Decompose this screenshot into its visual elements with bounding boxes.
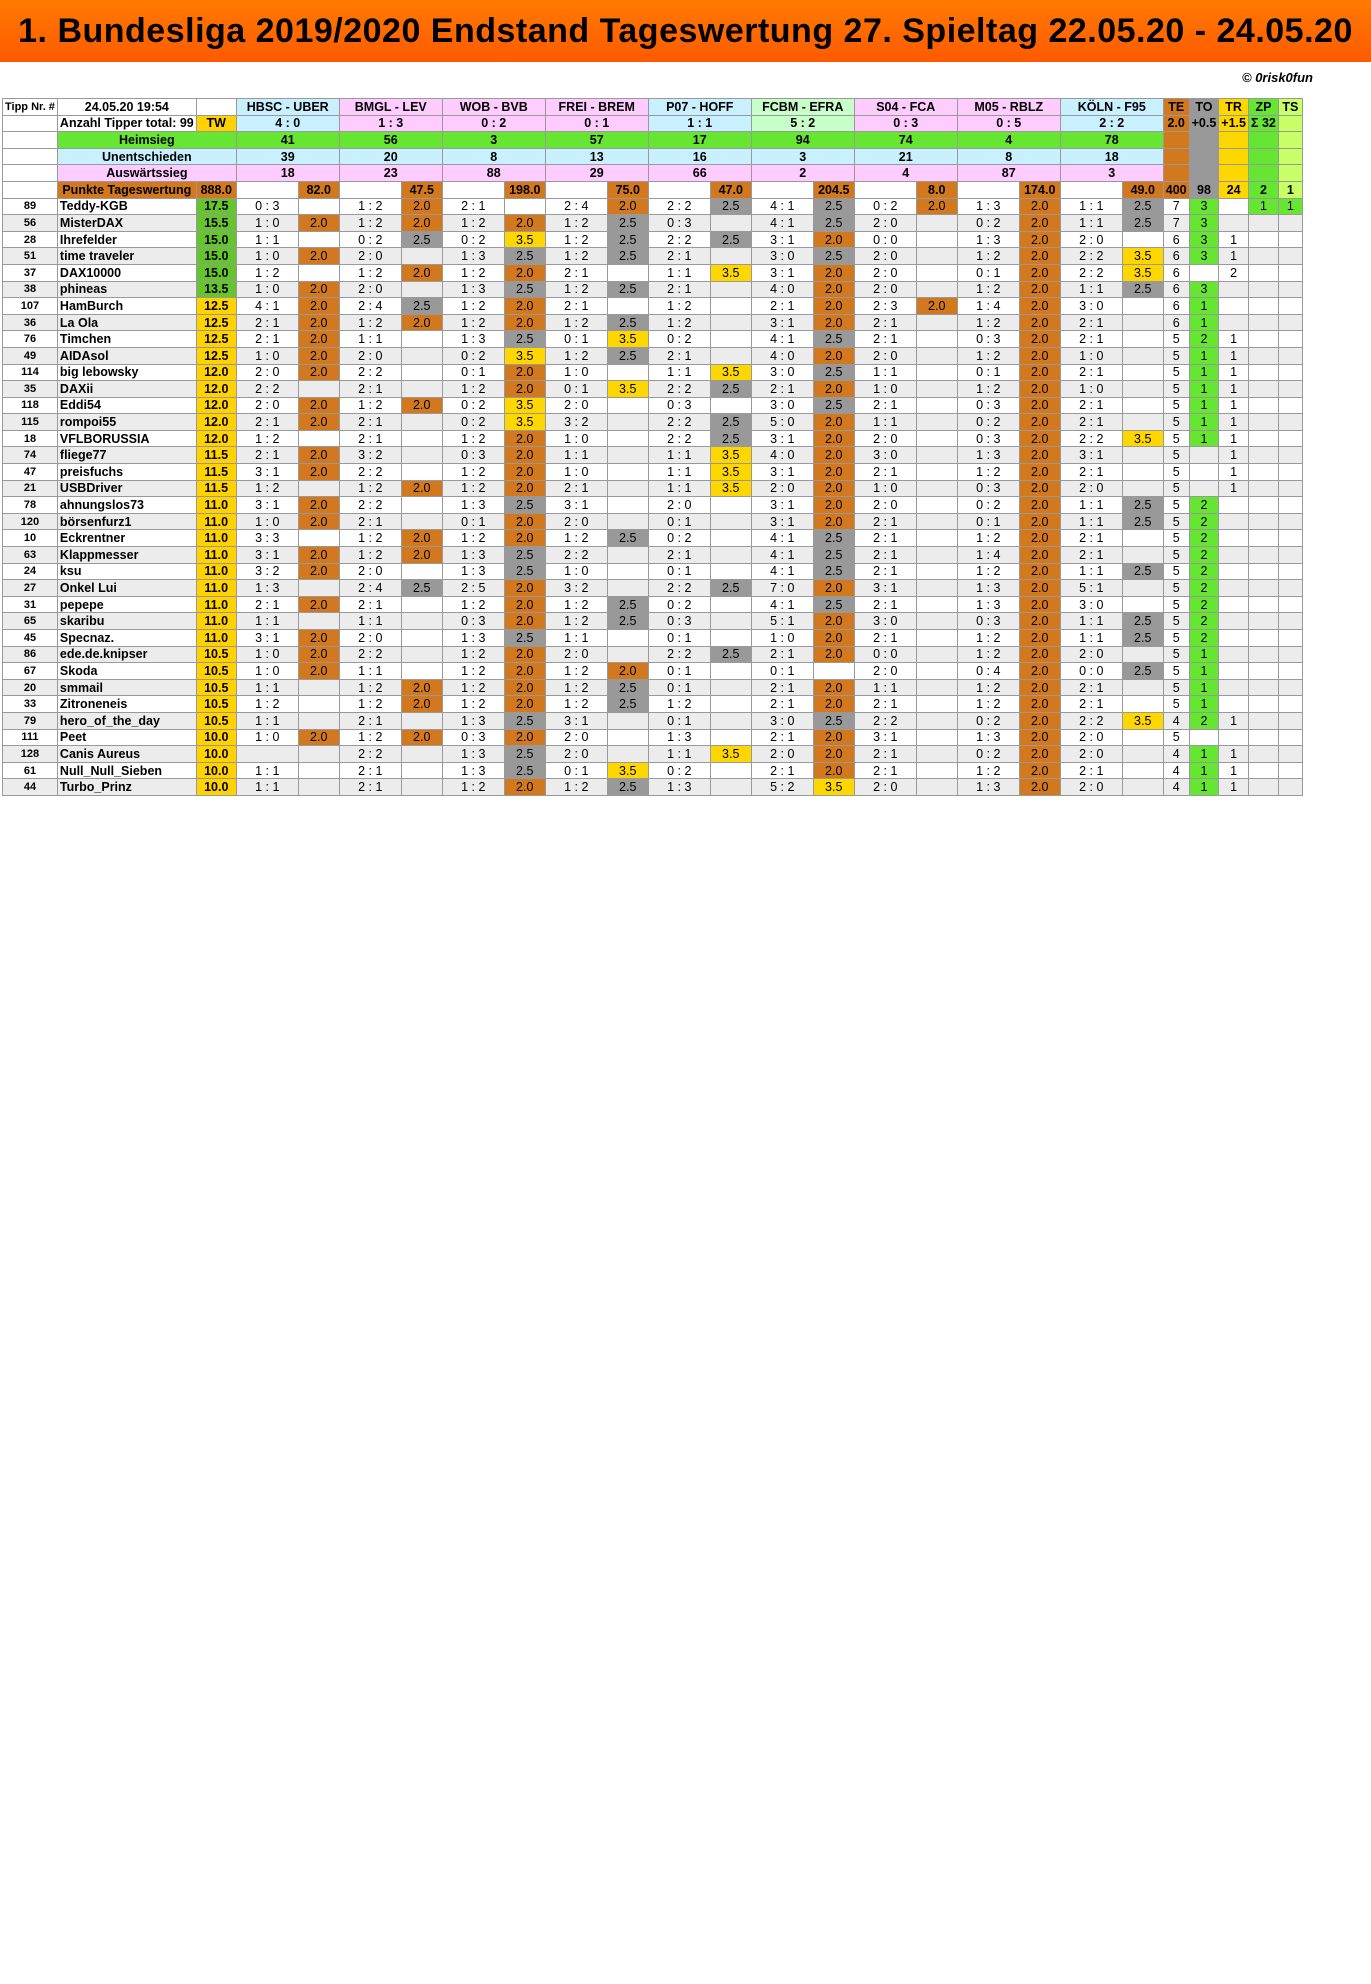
table-row: 27 Onkel Lui 11.0 1 : 3 2 : 4 2.5 2 : 5 2.0 3 : 2 2 : 2 2.5 7 : 0 2.0 3 : 1 1 : 3 2.0 5 : 1 5 2 [3, 580, 1303, 597]
table-row: 37 DAX10000 15.0 1 : 2 1 : 2 2.0 1 : 2 2.0 2 : 1 1 : 1 3.5 3 : 1 2.0 2 : 0 0 : 1 2.0 2 : 2 3.5 6 2 [3, 264, 1303, 281]
tipper-name: Eckrentner [57, 530, 196, 547]
table-row: 47 preisfuchs 11.5 3 : 1 2.0 2 : 2 1 : 2 2.0 1 : 0 1 : 1 3.5 3 : 1 2.0 2 : 1 1 : 2 2.0 2 : 1 5 1 [3, 464, 1303, 481]
tipper-name: Teddy-KGB [57, 198, 196, 215]
table-row: 63 Klappmesser 11.0 3 : 1 2.0 1 : 2 2.0 1 : 3 2.5 2 : 2 2 : 1 4 : 1 2.5 2 : 1 1 : 4 2.0 2 : 1 5 2 [3, 547, 1303, 564]
tipper-name: Peet [57, 729, 196, 746]
table-row: 36 La Ola 12.5 2 : 1 2.0 1 : 2 2.0 1 : 2 2.0 1 : 2 2.5 1 : 2 3 : 1 2.0 2 : 1 1 : 2 2.0 2 : 1 6 1 [3, 314, 1303, 331]
match-header: S04 - FCA [854, 99, 957, 116]
table-row: 86 ede.de.knipser 10.5 1 : 0 2.0 2 : 2 1 : 2 2.0 2 : 0 2 : 2 2.5 2 : 1 2.0 0 : 0 1 : 2 2.0 2 : 0 5 1 [3, 646, 1303, 663]
tipper-name: Specnaz. [57, 630, 196, 647]
match-header: WOB - BVB [442, 99, 545, 116]
table-row: 51 time traveler 15.0 1 : 0 2.0 2 : 0 1 : 3 2.5 1 : 2 2.5 2 : 1 3 : 0 2.5 2 : 0 1 : 2 2.0 2 : 2 3.5 6 3 1 [3, 248, 1303, 265]
match-header: BMGL - LEV [339, 99, 442, 116]
tipper-name: Onkel Lui [57, 580, 196, 597]
table-row: 114 big lebowsky 12.0 2 : 0 2.0 2 : 2 0 : 1 2.0 1 : 0 1 : 1 3.5 3 : 0 2.5 1 : 1 0 : 1 2.0 2 : 1 5 1 1 [3, 364, 1303, 381]
tipper-name: smmail [57, 679, 196, 696]
match-header: FCBM - EFRA [751, 99, 854, 116]
table-row: 115 rompoi55 12.0 2 : 1 2.0 2 : 1 0 : 2 3.5 3 : 2 2 : 2 2.5 5 : 0 2.0 1 : 1 0 : 2 2.0 2 : 1 5 1 1 [3, 414, 1303, 431]
table-row: 107 HamBurch 12.5 4 : 1 2.0 2 : 4 2.5 1 : 2 2.0 2 : 1 1 : 2 2 : 1 2.0 2 : 3 2.0 1 : 4 2.0 3 : 0 6 1 [3, 298, 1303, 315]
table-row: 31 pepepe 11.0 2 : 1 2.0 2 : 1 1 : 2 2.0 1 : 2 2.5 0 : 2 4 : 1 2.5 2 : 1 1 : 3 2.0 3 : 0 5 2 [3, 596, 1303, 613]
tipper-name: Klappmesser [57, 547, 196, 564]
table-row: 45 Specnaz. 11.0 3 : 1 2.0 2 : 0 1 : 3 2.5 1 : 1 0 : 1 1 : 0 2.0 2 : 1 1 : 2 2.0 1 : 1 2.5 5 2 [3, 630, 1303, 647]
tipper-name: Timchen [57, 331, 196, 348]
tipper-name: Skoda [57, 663, 196, 680]
tipper-name: ahnungslos73 [57, 497, 196, 514]
tipper-name: VFLBORUSSIA [57, 430, 196, 447]
tipper-name: time traveler [57, 248, 196, 265]
tipper-name: preisfuchs [57, 464, 196, 481]
table-row: 61 Null_Null_Sieben 10.0 1 : 1 2 : 1 1 : 3 2.5 0 : 1 3.5 0 : 2 2 : 1 2.0 2 : 1 1 : 2 2.0 2 : 1 4 1 1 [3, 762, 1303, 779]
tipper-name: ksu [57, 563, 196, 580]
table-row: 120 börsenfurz1 11.0 1 : 0 2.0 2 : 1 0 : 1 2.0 2 : 0 0 : 1 3 : 1 2.0 2 : 1 0 : 1 2.0 1 : 1 2.5 5 2 [3, 513, 1303, 530]
tipper-name: Turbo_Prinz [57, 779, 196, 796]
table-row: 74 fliege77 11.5 2 : 1 2.0 3 : 2 0 : 3 2.0 1 : 1 1 : 1 3.5 4 : 0 2.0 3 : 0 1 : 3 2.0 3 : 1 5 1 [3, 447, 1303, 464]
tipper-name: hero_of_the_day [57, 712, 196, 729]
copyright: © 0risk0fun [1242, 70, 1313, 85]
tipper-name: Null_Null_Sieben [57, 762, 196, 779]
match-header: KÖLN - F95 [1060, 99, 1163, 116]
table-row: 28 Ihrefelder 15.0 1 : 1 0 : 2 2.5 0 : 2 3.5 1 : 2 2.5 2 : 2 2.5 3 : 1 2.0 0 : 0 1 : 3 2.0 2 : 0 6 3 1 [3, 231, 1303, 248]
tipper-name: rompoi55 [57, 414, 196, 431]
tipper-name: skaribu [57, 613, 196, 630]
match-header: M05 - RBLZ [957, 99, 1060, 116]
match-header: HBSC - UBER [236, 99, 339, 116]
tipper-name: phineas [57, 281, 196, 298]
tipper-name: big lebowsky [57, 364, 196, 381]
tipper-name: USBDriver [57, 480, 196, 497]
table-row: 78 ahnungslos73 11.0 3 : 1 2.0 2 : 2 1 : 3 2.5 3 : 1 2 : 0 3 : 1 2.0 2 : 0 0 : 2 2.0 1 : 1 2.5 5 2 [3, 497, 1303, 514]
match-header: P07 - HOFF [648, 99, 751, 116]
tipper-name: MisterDAX [57, 215, 196, 232]
table-row: 118 Eddi54 12.0 2 : 0 2.0 1 : 2 2.0 0 : 2 3.5 2 : 0 0 : 3 3 : 0 2.5 2 : 1 0 : 3 2.0 2 : 1 5 1 1 [3, 397, 1303, 414]
tipper-name: HamBurch [57, 298, 196, 315]
table-row: 89 Teddy-KGB 17.5 0 : 3 1 : 2 2.0 2 : 1 2 : 4 2.0 2 : 2 2.5 4 : 1 2.5 0 : 2 2.0 1 : 3 2.0 1 : 1 2.5 7 3 1 1 [3, 198, 1303, 215]
table-row: 18 VFLBORUSSIA 12.0 1 : 2 2 : 1 1 : 2 2.0 1 : 0 2 : 2 2.5 3 : 1 2.0 2 : 0 0 : 3 2.0 2 : 2 3.5 5 1 1 [3, 430, 1303, 447]
table-row: 128 Canis Aureus 10.0 2 : 2 1 : 3 2.5 2 : 0 1 : 1 3.5 2 : 0 2.0 2 : 1 0 : 2 2.0 2 : 0 4 1 1 [3, 746, 1303, 763]
tipper-name: Ihrefelder [57, 231, 196, 248]
table-row: 44 Turbo_Prinz 10.0 1 : 1 2 : 1 1 : 2 2.0 1 : 2 2.5 1 : 3 5 : 2 3.5 2 : 0 1 : 3 2.0 2 : 0 4 1 1 [3, 779, 1303, 796]
match-header: FREI - BREM [545, 99, 648, 116]
tipper-name: Zitroneneis [57, 696, 196, 713]
table-row: 21 USBDriver 11.5 1 : 2 1 : 2 2.0 1 : 2 2.0 2 : 1 1 : 1 3.5 2 : 0 2.0 1 : 0 0 : 3 2.0 2 : 0 5 1 [3, 480, 1303, 497]
table-row: 111 Peet 10.0 1 : 0 2.0 1 : 2 2.0 0 : 3 2.0 2 : 0 1 : 3 2 : 1 2.0 3 : 1 1 : 3 2.0 2 : 0 5 [3, 729, 1303, 746]
tipper-name: Eddi54 [57, 397, 196, 414]
table-row: 20 smmail 10.5 1 : 1 1 : 2 2.0 1 : 2 2.0 1 : 2 2.5 0 : 1 2 : 1 2.0 1 : 1 1 : 2 2.0 2 : 1 5 1 [3, 679, 1303, 696]
table-row: 24 ksu 11.0 3 : 2 2.0 2 : 0 1 : 3 2.5 1 : 0 0 : 1 4 : 1 2.5 2 : 1 1 : 2 2.0 1 : 1 2.5 5 2 [3, 563, 1303, 580]
tipper-name: börsenfurz1 [57, 513, 196, 530]
results-table: Tipp Nr. # 24.05.20 19:54 HBSC - UBER BMGL - LEV WOB - BVB FREI - BREM P07 - HOFF FCBM - EFRA S04 - FCA M05 - RBLZ KÖLN - F95 TE TO TR ZP TS Anzahl Tipper total: 99 TW 4 : 0 1 : 3 0 : 2 0 : 1 1 : 1 5 : 2 0 : 3 0 : 5 2 : 2 2.0 +0.5 +1.5 Σ 32 Heimsieg 41 56 3 57 17 94 74 4 78 Unentschieden 39 20 8 13 16 3 21 8 18 Auswärtssieg 18 23 88 29 66 2 4 87 3 Punkte Tageswertung 888.0 82.0 47.5 198.0 75.0 47.0 204.5 8.0 174.0 49.0 400 98 24 2 1 89 Teddy-KGB 17.5 0 : 3 1 : 2 2.0 2 : 1 2 : 4 2.0 2 : 2 2.5 4 : 1 2.5 0 : 2 2.0 1 : 3 2.0 1 : 1 2.5 7 3 1 1 56 MisterDAX 15.5 1 : 0 2.0 1 : 2 2.0 1 : 2 2.0 1 : 2 2.5 0 : 3 4 : 1 2.5 2 : 0 0 : 2 2.0 1 : 1 2.5 7 3 28 Ihrefelder 15.0 1 : 1 0 : 2 2.5 0 : 2 3.5 1 : 2 2.5 2 : 2 2.5 3 : 1 2.0 0 : 0 1 : 3 2.0 2 : 0 6 3 1 51 time traveler 15.0 1 : 0 2.0 2 : 0 1 : 3 2.5 1 : 2 2.5 2 : 1 3 : 0 2.5 2 : 0 1 : 2 2.0 2 : 2 3.5 6 3 1 37 DAX10000 15.0 1 : 2 1 : 2 2.0 1 : 2 2.0 2 : 1 1 : 1 3.5 3 : 1 2.0 2 : 0 0 : 1 2.0 2 : 2 3.5 6 2 38 phineas 13.5 1 : 0 2.0 2 : 0 1 : 3 2.5 1 : 2 2.5 2 : 1 4 : 0 2.0 2 : 0 1 : 2 2.0 1 : 1 2.5 6 3 107 HamBurch 12.5 4 : 1 2.0 2 : 4 2.5 1 : 2 2.0 2 : 1 1 : 2 2 : 1 2.0 2 : 3 2.0 1 : 4 2.0 3 : 0 6 1 36 La Ola 12.5 2 : 1 2.0 1 : 2 2.0 1 : 2 2.0 1 : 2 2.5 1 : 2 3 : 1 2.0 2 : 1 1 : 2 2.0 2 : 1 6 1 76 Timchen 12.5 2 : 1 2.0 1 : 1 1 : 3 2.5 0 : 1 3.5 0 : 2 4 : 1 2.5 2 : 1 0 : 3 2.0 2 : 1 5 2 1 49 AIDAsol 12.5 1 : 0 2.0 2 : 0 0 : 2 3.5 1 : 2 2.5 2 : 1 4 : 0 2.0 2 : 0 1 : 2 2.0 1 : 0 5 1 1 114 big lebowsky 12.0 2 : 0 2.0 2 : 2 0 : 1 2.0 1 : 0 1 : 1 3.5 3 : 0 2.5 1 : 1 0 : 1 2.0 2 : 1 5 1 1 35 DAXii 12.0 2 : 2 2 : 1 1 : 2 2.0 0 : 1 3.5 2 : 2 2.5 2 : 1 2.0 1 : 0 1 : 2 2.0 1 : 0 5 1 1 118 Eddi54 12.0 2 : 0 2.0 1 : 2 2.0 0 : 2 3.5 2 : 0 0 : 3 3 : 0 2.5 2 : 1 0 : 3 2.0 2 : 1 5 1 1 115 rompoi55 12.0 2 : 1 2.0 2 : 1 0 : 2 3.5 3 : 2 2 : 2 2.5 5 : 0 2.0 1 : 1 0 : 2 2.0 2 : 1 5 1 1 18 VFLBORUSSIA 12.0 1 : 2 2 : 1 1 : 2 2.0 1 : 0 2 : 2 2.5 3 : 1 2.0 2 : 0 0 : 3 2.0 2 : 2 3.5 5 1 1 74 fliege77 11.5 2 : 1 2.0 3 : 2 0 : 3 2.0 1 : 1 1 : 1 3.5 4 : 0 2.0 3 : 0 1 : 3 2.0 3 : 1 5 1 47 preisfuchs 11.5 3 : 1 2.0 2 : 2 1 : 2 2.0 1 : 0 1 : 1 3.5 3 : 1 2.0 2 : 1 1 : 2 2.0 2 : 1 5 1 21 USBDriver 11.5 1 : 2 1 : 2 2.0 1 : 2 2.0 2 : 1 1 : 1 3.5 2 : 0 2.0 1 : 0 0 : 3 2.0 2 : 0 5 1 78 ahnungslos73 11.0 3 : 1 2.0 2 : 2 1 : 3 2.5 3 : 1 2 : 0 3 : 1 2.0 2 : 0 0 : 2 2.0 1 : 1 2.5 5 2 120 börsenfurz1 11.0 1 : 0 2.0 2 : 1 0 : 1 2.0 2 : 0 0 : 1 3 : 1 2.0 2 : 1 0 : 1 2.0 1 : 1 2.5 5 2 10 Eckrentner 11.0 3 : 3 1 : 2 2.0 1 : 2 2.0 1 : 2 2.5 0 : 2 4 : 1 2.5 2 : 1 1 : 2 2.0 2 : 1 5 2 63 Klappmesser 11.0 3 : 1 2.0 1 : 2 2.0 1 : 3 2.5 2 : 2 2 : 1 4 : 1 2.5 2 : 1 1 : 4 2.0 2 : 1 5 2 24 ksu 11.0 3 : 2 2.0 2 : 0 1 : 3 2.5 1 : 0 0 : 1 4 : 1 2.5 2 : 1 1 : 2 2.0 1 : 1 2.5 5 2 27 Onkel Lui 11.0 1 : 3 2 : 4 2.5 2 : 5 2.0 3 : 2 2 : 2 2.5 7 : 0 2.0 3 : 1 1 : 3 2.0 5 : 1 5 2 31 pepepe 11.0 2 : 1 2.0 2 : 1 1 : 2 2.0 1 : 2 2.5 0 : 2 4 : 1 2.5 2 : 1 1 : 3 2.0 3 : 0 5 2 65 skaribu 11.0 1 : 1 1 : 1 0 : 3 2.0 1 : 2 2.5 0 : 3 5 : 1 2.0 3 : 0 0 : 3 2.0 1 : 1 2.5 5 2 45 Specnaz. 11.0 3 : 1 2.0 2 : 0 1 : 3 2.5 1 : 1 0 : 1 1 : 0 2.0 2 : 1 1 : 2 2.0 1 : 1 2.5 5 2 86 ede.de.knipser 10.5 1 : 0 2.0 2 : 2 1 : 2 2.0 2 : 0 2 : 2 2.5 2 : 1 2.0 0 : 0 1 : 2 2.0 2 : 0 5 1 67 Skoda 10.5 1 : 0 2.0 1 : 1 1 : 2 2.0 1 : 2 2.0 0 : 1 0 : 1 2 : 0 0 : 4 2.0 0 : 0 2.5 5 1 20 smmail 10.5 1 : 1 1 : 2 2.0 1 : 2 2.0 1 : 2 2.5 0 : 1 2 : 1 2.0 1 : 1 1 : 2 2.0 2 : 1 5 1 33 Zitroneneis 10.5 1 : 2 1 : 2 2.0 1 : 2 2.0 1 : 2 2.5 1 : 2 2 : 1 2.0 2 : 1 1 : 2 2.0 2 : 1 5 1 79 hero_of_the_day 10.5 1 : 1 2 : 1 1 : 3 2.5 3 : 1 0 : 1 3 : 0 2.5 2 : 2 0 : 2 2.0 2 : 2 3.5 4 2 1 111 Peet 10.0 1 : 0 2.0 1 : 2 2.0 0 : 3 2.0 2 : 0 1 : 3 2 : 1 2.0 3 : 1 1 : 3 2.0 2 : 0 5 128 Canis Aureus 10.0 2 : 2 1 : 3 2.5 2 : 0 1 : 1 3.5 2 : 0 2.0 2 : 1 0 : 2 2.0 2 : 0 4 1 1 61 Null_Null_Sieben 10.0 1 : 1 2 : 1 1 : 3 2.5 0 : 1 3.5 0 : 2 2 : 1 2.0 2 : 1 1 : 2 2.0 2 : 1 4 1 1 44 Turbo_Prinz 10.0 1 : 1 2 : 1 1 : 2 2.0 1 : 2 2.5 1 : 3 5 : 2 3.5 2 : 0 1 : 3 2.0 2 : 0 4 1 1 [2, 98, 1303, 796]
table-row: 76 Timchen 12.5 2 : 1 2.0 1 : 1 1 : 3 2.5 0 : 1 3.5 0 : 2 4 : 1 2.5 2 : 1 0 : 3 2.0 2 : 1 5 2 1 [3, 331, 1303, 348]
tipper-name: DAX10000 [57, 264, 196, 281]
tipper-name: ede.de.knipser [57, 646, 196, 663]
tipper-name: fliege77 [57, 447, 196, 464]
table-row: 33 Zitroneneis 10.5 1 : 2 1 : 2 2.0 1 : 2 2.0 1 : 2 2.5 1 : 2 2 : 1 2.0 2 : 1 1 : 2 2.0 2 : 1 5 1 [3, 696, 1303, 713]
table-row: 38 phineas 13.5 1 : 0 2.0 2 : 0 1 : 3 2.5 1 : 2 2.5 2 : 1 4 : 0 2.0 2 : 0 1 : 2 2.0 1 : 1 2.5 6 3 [3, 281, 1303, 298]
table-row: 79 hero_of_the_day 10.5 1 : 1 2 : 1 1 : 3 2.5 3 : 1 0 : 1 3 : 0 2.5 2 : 2 0 : 2 2.0 2 : 2 3.5 4 2 1 [3, 712, 1303, 729]
tipper-name: DAXii [57, 381, 196, 398]
tipper-name: pepepe [57, 596, 196, 613]
tipper-name: AIDAsol [57, 347, 196, 364]
tipper-name: Canis Aureus [57, 746, 196, 763]
table-row: 10 Eckrentner 11.0 3 : 3 1 : 2 2.0 1 : 2 2.0 1 : 2 2.5 0 : 2 4 : 1 2.5 2 : 1 1 : 2 2.0 2 : 1 5 2 [3, 530, 1303, 547]
tipper-name: La Ola [57, 314, 196, 331]
table-row: 56 MisterDAX 15.5 1 : 0 2.0 1 : 2 2.0 1 : 2 2.0 1 : 2 2.5 0 : 3 4 : 1 2.5 2 : 0 0 : 2 2.0 1 : 1 2.5 7 3 [3, 215, 1303, 232]
table-row: 65 skaribu 11.0 1 : 1 1 : 1 0 : 3 2.0 1 : 2 2.5 0 : 3 5 : 1 2.0 3 : 0 0 : 3 2.0 1 : 1 2.5 5 2 [3, 613, 1303, 630]
table-row: 35 DAXii 12.0 2 : 2 2 : 1 1 : 2 2.0 0 : 1 3.5 2 : 2 2.5 2 : 1 2.0 1 : 0 1 : 2 2.0 1 : 0 5 1 1 [3, 381, 1303, 398]
table-row: 49 AIDAsol 12.5 1 : 0 2.0 2 : 0 0 : 2 3.5 1 : 2 2.5 2 : 1 4 : 0 2.0 2 : 0 1 : 2 2.0 1 : 0 5 1 1 [3, 347, 1303, 364]
page-title: 1. Bundesliga 2019/2020 Endstand Tageswertung 27. Spieltag 22.05.20 - 24.05.20 [0, 0, 1371, 62]
table-row: 67 Skoda 10.5 1 : 0 2.0 1 : 1 1 : 2 2.0 1 : 2 2.0 0 : 1 0 : 1 2 : 0 0 : 4 2.0 0 : 0 2.5 5 1 [3, 663, 1303, 680]
